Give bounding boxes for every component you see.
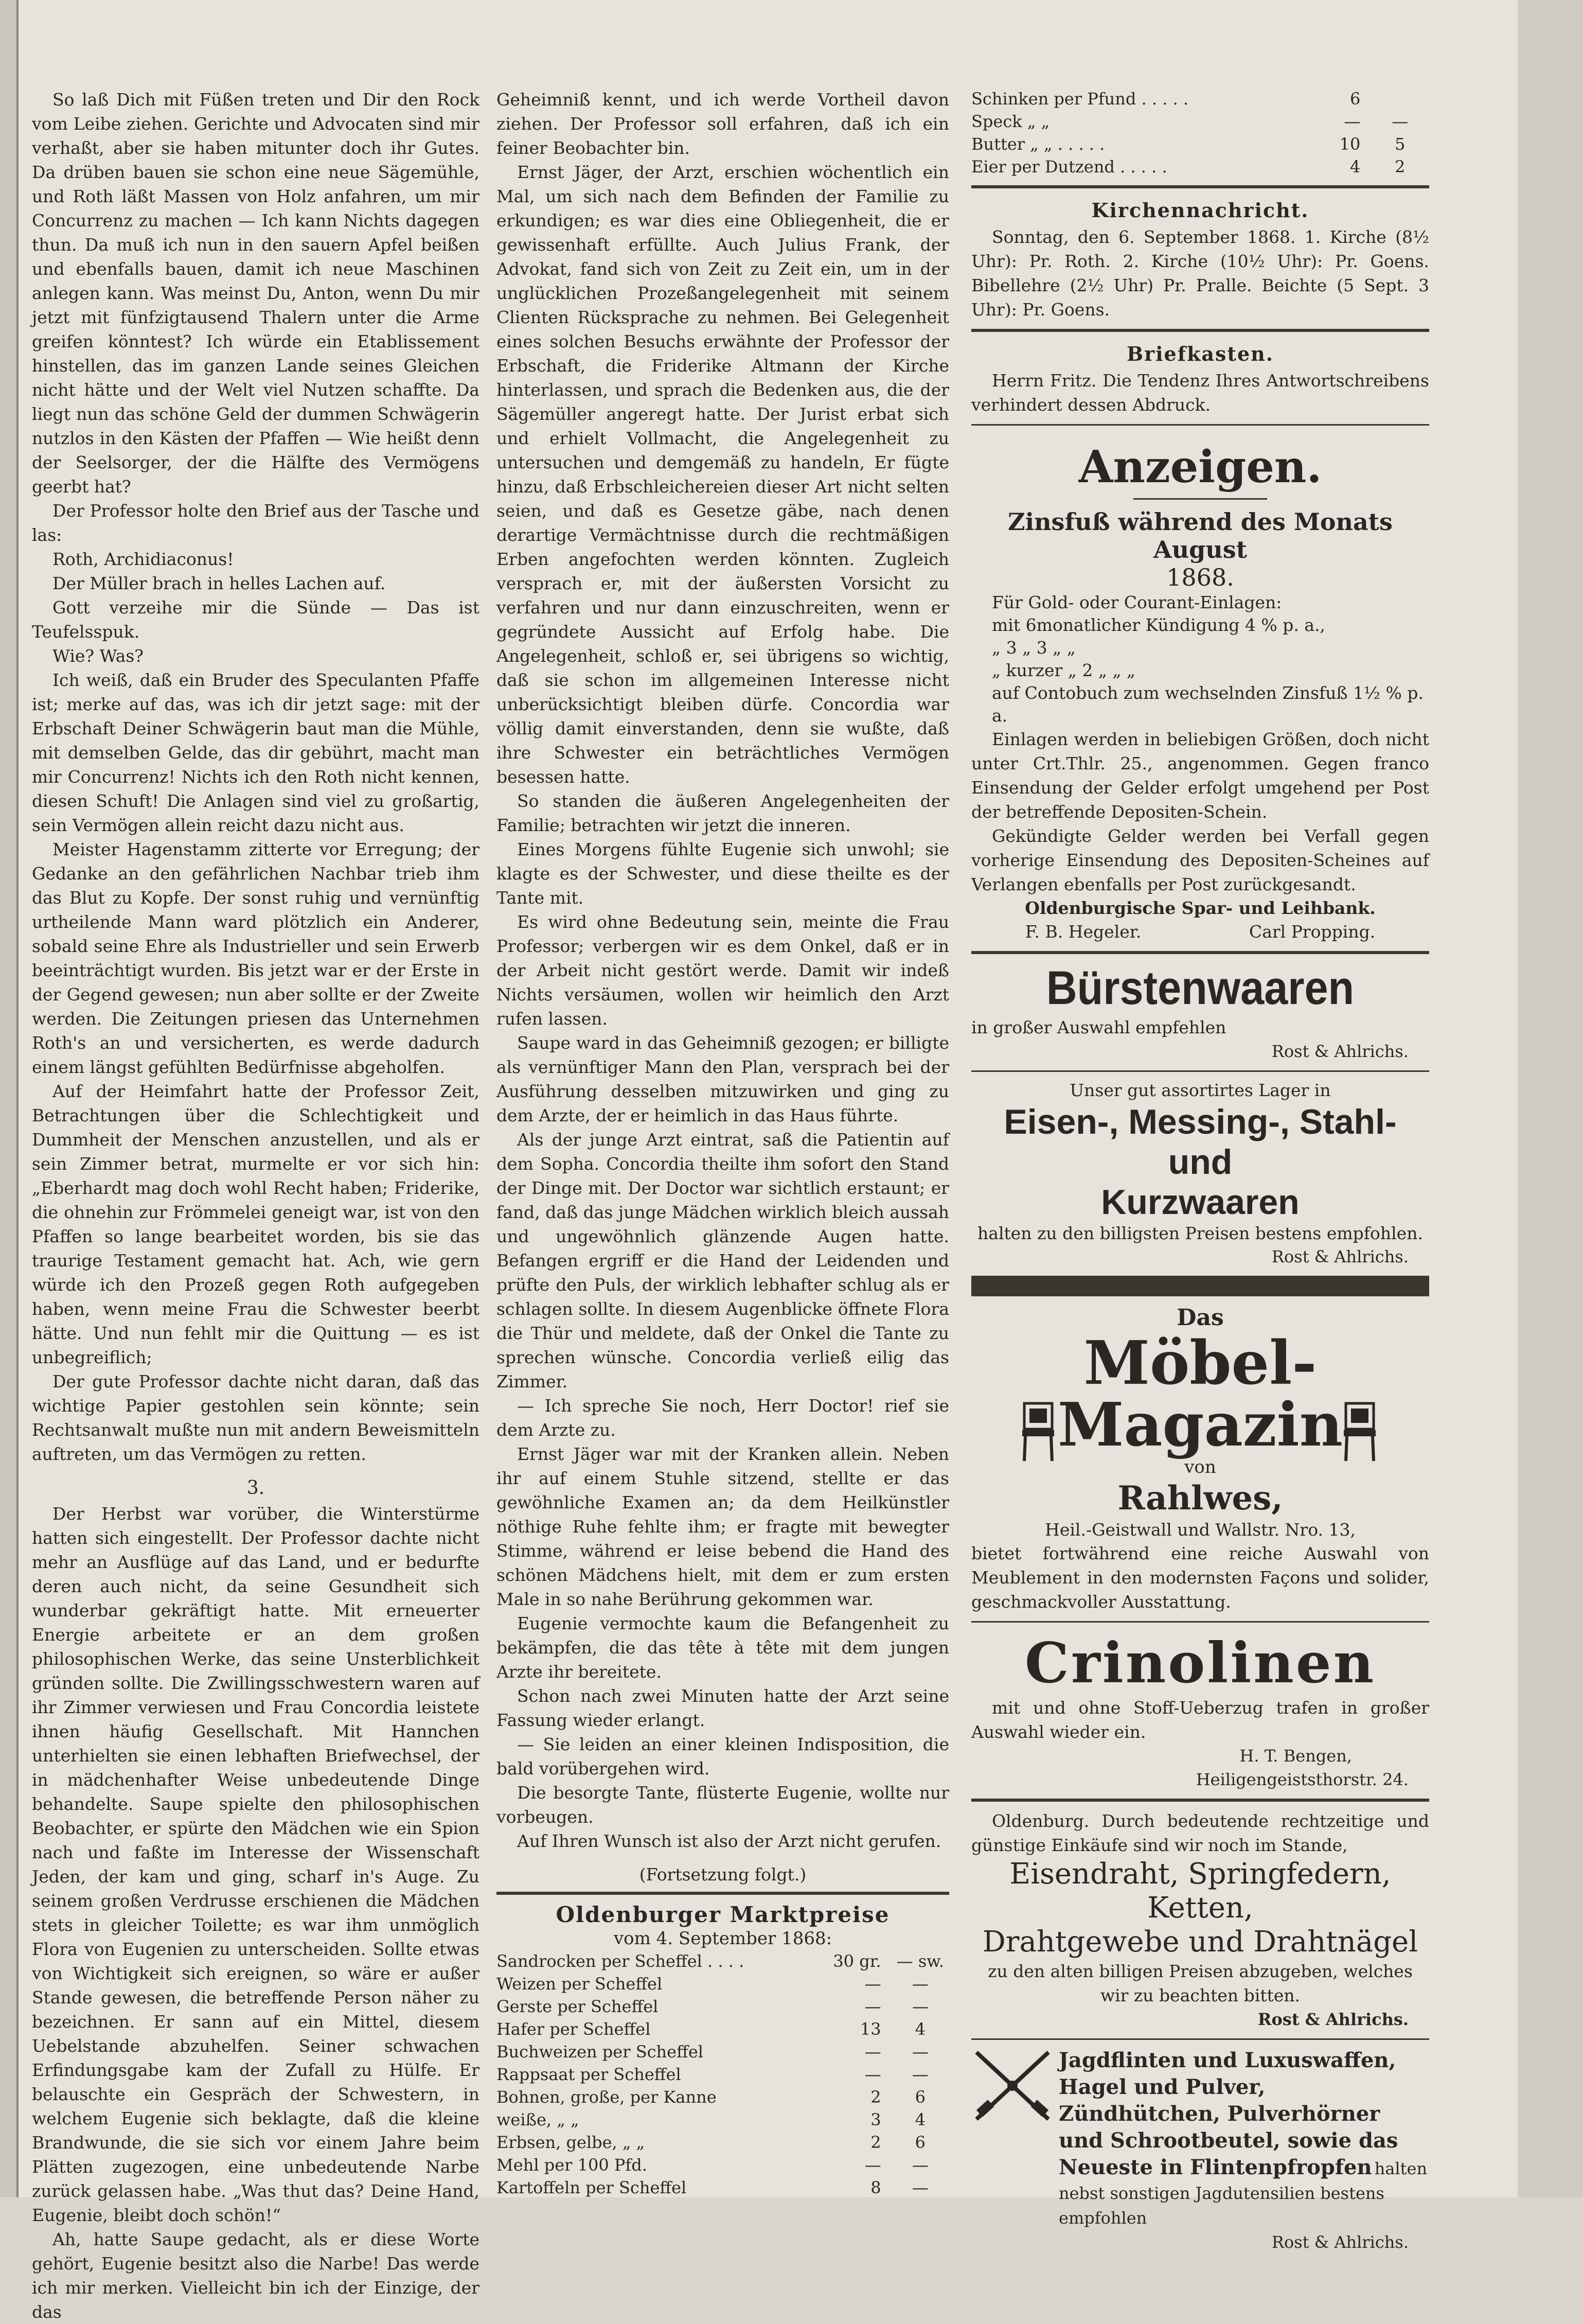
divider xyxy=(971,424,1429,426)
price-row xyxy=(496,2040,949,2063)
wire-ad-intro: Oldenburg. Durch bedeutende rechtzeitige und günstige Einkäufe sind wir noch im Stande, xyxy=(971,1811,1429,1855)
interest-rate-line: auf Contobuch zum wechselnden Zinsfuß 1½ % p. a. xyxy=(992,683,1424,726)
paragraph: Der Professor holte den Brief aus der Tasche und las: xyxy=(32,501,479,545)
price-row xyxy=(971,155,1429,178)
price-cell-v2: — xyxy=(912,1997,929,2016)
market-prices-title: Oldenburger Marktpreise xyxy=(556,1902,890,1927)
price-row xyxy=(496,2176,949,2199)
column-2 xyxy=(496,87,949,2199)
wire-ad-title: Eisendraht, Springfedern, Ketten, xyxy=(1009,1857,1391,1925)
bank-signature: Carl Propping. xyxy=(1249,922,1376,942)
price-cell-name: Erbsen, gelbe, „ „ xyxy=(496,2133,645,2152)
price-cell-v2: — xyxy=(1392,112,1409,131)
hardware-ad-signature: Rost & Ahlrichs. xyxy=(1271,1247,1409,1266)
paragraph: So standen die äußeren Angelegenheiten der Familie; betrachten wir jetzt die inneren. xyxy=(496,791,949,835)
furniture-ad-address: Heil.-Geistwall und Wallstr. Nro. 13, xyxy=(1045,1520,1356,1540)
bank-signatures xyxy=(971,920,1429,944)
price-cell-v2: 4 xyxy=(915,2110,926,2129)
price-row xyxy=(496,2063,949,2086)
price-cell-v1: — xyxy=(864,2042,881,2062)
price-cell-v1: 2 xyxy=(870,2133,881,2152)
price-cell-name: weiße, „ „ xyxy=(496,2110,579,2129)
hunting-ad-text: halten nebst sonstigen Jagdutensilien bestens empfohlen xyxy=(1059,2159,1428,2228)
hunting-ad-signature: Rost & Ahlrichs. xyxy=(1271,2232,1409,2252)
interest-rate-line: Für Gold- oder Courant-Einlagen: xyxy=(992,592,1282,612)
paragraph: Auf Ihren Wunsch ist also der Arzt nicht gerufen. xyxy=(517,1831,941,1851)
divider xyxy=(971,2038,1429,2040)
divider xyxy=(971,951,1429,954)
price-row xyxy=(496,2131,949,2154)
divider xyxy=(971,1621,1429,1623)
church-notice-title: Kirchennachricht. xyxy=(1091,199,1309,222)
interest-rate-text: Gekündigte Gelder werden bei Verfall gegen vorherige Einsendung des Depositen-Scheines auf Verlangen ebenfalls per Post zurückgesandt. xyxy=(971,826,1429,894)
price-cell-v2: — xyxy=(912,2178,929,2197)
price-cell-v2: 4 xyxy=(915,2019,926,2039)
price-cell-v1: 4 xyxy=(1350,157,1361,177)
price-cell-v1: 10 xyxy=(1339,134,1361,154)
paragraph: Roth, Archidiaconus! xyxy=(52,549,234,569)
continuation-note: (Fortsetzung folgt.) xyxy=(639,1864,807,1885)
paragraph: Auf der Heimfahrt hatte der Professor Zeit, Betrachtungen über die Schlechtigkeit und Dummheit der Menschen anzustellen, und als er sein Zimmer betrat, murmelte er vor sich hin: „Eberhardt mag doch wohl Recht haben; Friderike, die ohnehin zur Frömmelei geneigt war, ist von den Pfaffen so lange bearbeitet worden, bis sie das traurige Testament gemacht hat. Ach, wie gern würde ich den Prozeß gegen Roth aufgegeben haben, wenn meine Frau die Schwester beerbt hätte. Und nun fehlt mir die Quittung — es ist unbegreiflich; xyxy=(32,1081,479,1367)
page-margin xyxy=(1518,0,1583,2197)
price-cell-v1: — xyxy=(864,1997,881,2016)
price-row xyxy=(496,1950,949,1973)
paragraph: Schon nach zwei Minuten hatte der Arzt seine Fassung wieder erlangt. xyxy=(496,1686,949,1730)
paragraph: Der Müller brach in helles Lachen auf. xyxy=(52,573,386,593)
price-cell-name: Rappsaat per Scheffel xyxy=(496,2065,681,2084)
crinoline-ad-address: Heiligengeiststhorstr. 24. xyxy=(1196,1770,1409,1789)
price-row xyxy=(971,133,1429,155)
paragraph: — Ich spreche Sie noch, Herr Doctor! rief sie dem Arzte zu. xyxy=(496,1396,949,1440)
paragraph: Ernst Jäger, der Arzt, erschien wöchentlich ein Mal, um sich nach dem Befinden der Familie zu erkundigen; es war dies eine Obliegenheit, die er gewissenhaft erfüllte. Auch Julius Frank, der Advokat, fand sich von Zeit zu Zeit ein, um in der unglücklichen Prozeßangelegenheit mit seinem Clienten Rücksprache zu nehmen. Bei Gelegenheit eines solchen Besuchs erwähnte der Professor der Erbschaft, die Friderike Altmann der Kirche hinterlassen, und sprach die Bedenken aus, die der Sägemüller angeregt hatte. Der Jurist erbat sich und erhielt Vollmacht, die Angelegenheit zu untersuchen und demgemäß zu handeln, Er fügte hinzu, daß Erbschleichereien dieser Art nicht selten seien, und daß es Gesetze gäbe, nach denen derartige Vermächtnisse durch die rechtmäßigen Erben angefochten werden könnten. Zugleich versprach er, mit der äußersten Vorsicht zu verfahren und nur dann einzuschreiten, wenn er gegründete Aussicht auf Erfolg habe. Die Angelegenheit, schloß er, sei übrigens so wichtig, daß sie schon im allgemeinen Interesse nicht unberücksichtigt bleiben dürfe. Concordia war völlig damit einverstanden, denn sie wußte, daß ihre Schwester ein beträchtliches Vermögen besessen hatte. xyxy=(496,162,949,787)
price-row xyxy=(496,2154,949,2176)
furniture-ad-von: von xyxy=(1184,1457,1216,1477)
paragraph: Der Herbst war vorüber, die Winterstürme hatten sich eingestellt. Der Professor dachte nicht mehr an Ausflüge auf das Land, und er bedurfte deren auch nicht, da seine Gesundheit sich wunderbar gekräftigt hatte. Mit erneuerter Energie arbeitete er an dem großen philosophischen Werke, das seine Unsterblichkeit gründen sollte. Die Zwillingsschwestern waren auf ihr Zimmer verwiesen und Frau Concordia leistete ihnen häufig Gesellschaft. Mit Hannchen unterhielten sie einen lebhaften Briefwechsel, der in mädchenhafter Weise unbedeutende Dinge behandelte. Saupe spielte den philosophischen Beobachter, er spürte den Mädchen wie ein Spion nach und faßte im Interesse der Wissenschaft Jeden, der kam und ging, scharf in's Auge. Zu seinem großen Verdrusse erschienen die Mädchen stets in gleicher Toilette; es war ihm unmöglich Flora von Eugenien zu unterscheiden. Sollte etwas von Wichtigkeit sich ereignen, so wäre er außer Stande gewesen, die betreffende Person näher zu bezeichnen. Er sann auf ein Mittel, diesem Uebelstande abzuhelfen. Seiner schwachen Erfindungsgabe kam der Zufall zu Hülfe. Er belauschte ein Gespräch der Schwestern, in welchem Eugenie sich beklagte, daß die kleine Brandwunde, die sie sich vor einem Jahre beim Plätten zugezogen, eine unbedeutende Narbe zurück gelassen habe. „Was thut das? Deine Hand, Eugenie, bleibt doch schön!“ xyxy=(32,1504,479,2225)
paragraph: Ich weiß, daß ein Bruder des Speculanten Pfaffe ist; merke auf das, was ich dir jetzt sage: mit der Erbschaft Deiner Schwägerin baut man die Mühle, mit demselben Gelde, das dir gebührt, macht man mir Concurrenz! Nichts ich den Roth nicht kennen, diesen Schuft! Die Anlagen sind viel zu großartig, sein Vermögen allein reicht dazu nicht aus. xyxy=(32,670,479,835)
interest-rate-title: Zinsfuß während des Monats August xyxy=(1008,508,1393,564)
market-prices-table-continued xyxy=(971,87,1429,178)
interest-rate-text: Einlagen werden in beliebigen Größen, doch nicht unter Crt.Thlr. 25., angenommen. Gegen franco Einsendung der Gelder erfolgt umgehend per Post der betreffende Depositen-Schein. xyxy=(971,729,1429,822)
price-cell-v1: 3 xyxy=(870,2110,881,2129)
letterbox-title: Briefkasten. xyxy=(1126,342,1274,365)
ornamental-bar xyxy=(971,1276,1429,1296)
letterbox-text: Herrn Fritz. Die Tendenz Ihres Antwortschreibens verhindert dessen Abdruck. xyxy=(971,371,1429,415)
price-cell-name: Bohnen, große, per Kanne xyxy=(496,2087,717,2107)
price-cell-v2: 2 xyxy=(1395,157,1406,177)
divider xyxy=(1133,498,1267,500)
chair-icon xyxy=(1020,1401,1056,1463)
price-cell-v2: — xyxy=(912,2042,929,2062)
interest-rate-line: mit 6monatlicher Kündigung 4 % p. a., xyxy=(992,615,1326,635)
interest-rate-list xyxy=(971,591,1429,727)
price-row xyxy=(496,2018,949,2040)
paragraph: Die besorgte Tante, flüsterte Eugenie, wollte nur vorbeugen. xyxy=(496,1783,949,1827)
price-cell-name: Speck „ „ xyxy=(971,112,1050,131)
paragraph: Meister Hagenstamm zitterte vor Erregung; der Gedanke an den gefährlichen Nachbar trieb ihm das Blut zu Kopfe. Der sonst ruhig und vernünftig urtheilende Mann ward plötzlich ein Anderer, sobald seine Ehre als Industrieller und sein Erwerb beeinträchtigt wurden. Bis jetzt war er der Erste in der Gegend gewesen; nun aber sollte er der Zweite werden. Die Zeitungen priesen das Unternehmen Roth's an und versicherten, es werde dadurch einem längst gefühlten Bedürfnisse abgeholfen. xyxy=(32,839,479,1077)
price-cell-v2: 5 xyxy=(1395,134,1406,154)
hardware-ad-text: halten zu den billigsten Preisen bestens empfohlen. xyxy=(977,1223,1423,1243)
price-cell-v1: 8 xyxy=(870,2178,881,2197)
brushes-ad-signature: Rost & Ahlrichs. xyxy=(1271,1042,1409,1061)
price-cell-name: Gerste per Scheffel xyxy=(496,1997,659,2016)
interest-rate-year: 1868. xyxy=(1166,564,1234,591)
paragraph: Gott verzeihe mir die Sünde — Das ist Teufelsspuk. xyxy=(32,597,479,642)
price-cell-v1: — xyxy=(1344,112,1361,131)
furniture-ad xyxy=(971,1304,1429,1614)
paragraph: Es wird ohne Bedeutung sein, meinte die Frau Professor; verbergen wir es dem Onkel, daß er in der Arbeit nicht gestört werde. Damit wir indeß Nichts versäumen, wollen wir heimlich den Arzt rufen lassen. xyxy=(496,912,949,1029)
price-row xyxy=(496,2086,949,2108)
price-cell-name: Kartoffeln per Scheffel xyxy=(496,2178,687,2197)
price-cell-v2: — sw. xyxy=(896,1951,944,1971)
price-cell-v2: 6 xyxy=(915,2087,926,2107)
hunting-ad xyxy=(971,2047,1429,2230)
price-row xyxy=(496,2108,949,2131)
price-cell-v1: — xyxy=(864,2155,881,2175)
furniture-ad-text: bietet fortwährend eine reiche Auswahl von Meublement in den modernsten Façons und solider, geschmackvoller Ausstattung. xyxy=(971,1543,1429,1612)
market-prices-date: vom 4. September 1868: xyxy=(613,1928,832,1949)
wire-ad-title: Drahtgewebe und Drahtnägel xyxy=(982,1925,1418,1959)
paragraph: Saupe ward in das Geheimniß gezogen; er billigte als vernünftiger Mann den Plan, versprach bei der Ausführung desselben mitzuwirken und ging zu dem Arzte, der er heimlich in das Haus führte. xyxy=(496,1033,949,1125)
paragraph: Der gute Professor dachte nicht daran, daß das wichtige Papier gestohlen sein könnte; sein Rechtsanwalt mußte nun mit andern Beweismitteln auftreten, um das Vermögen zu retten. xyxy=(32,1371,479,1464)
hardware-ad-intro: Unser gut assortirtes Lager in xyxy=(1070,1080,1331,1100)
price-cell-v2: 6 xyxy=(915,2133,926,2152)
paragraph: Eines Morgens fühlte Eugenie sich unwohl; sie klagte es der Schwester, und diese theilte es der Tante mit. xyxy=(496,839,949,908)
interest-rate-line: „ kurzer „ 2 „ „ „ xyxy=(992,660,1136,680)
paragraph: Wie? Was? xyxy=(52,646,144,666)
price-cell-v1: — xyxy=(864,2065,881,2084)
crinoline-ad-title: Crinolinen xyxy=(1024,1631,1376,1696)
furniture-ad-name: Rahlwes, xyxy=(1117,1479,1283,1518)
chair-icon xyxy=(1342,1401,1378,1463)
interest-rate-line: „ 3 „ 3 „ „ xyxy=(992,638,1076,658)
wire-ad-signature: Rost & Ahlrichs. xyxy=(1257,2010,1409,2029)
price-cell-name: Eier per Dutzend . . . . . xyxy=(971,157,1167,177)
brushes-ad-text: in großer Auswahl empfehlen xyxy=(971,1017,1226,1037)
bank-signature: F. B. Hegeler. xyxy=(1025,922,1142,942)
advertisements-title: Anzeigen. xyxy=(1078,441,1322,493)
church-notice-text: Sonntag, den 6. September 1868. 1. Kirche (8½ Uhr): Pr. Roth. 2. Kirche (10½ Uhr): Pr. Goens. Bibellehre (2½ Uhr) Pr. Pralle. Beichte (5 Sept. 3 Uhr): Pr. Goens. xyxy=(971,227,1429,320)
price-cell-v2 xyxy=(1371,87,1429,110)
divider xyxy=(496,1892,949,1895)
wire-ad-text: zu den alten billigen Preisen abzugeben, welches wir zu beachten bitten. xyxy=(988,1961,1413,2005)
bank-name: Oldenburgische Spar- und Leihbank. xyxy=(1025,898,1376,918)
price-cell-name: Mehl per 100 Pfd. xyxy=(496,2155,647,2175)
market-prices-table xyxy=(496,1950,949,2199)
paragraph: Ah, hatte Saupe gedacht, als er diese Worte gehört, Eugenie besitzt also die Narbe! Das werde ich mir merken. Vielleicht bin ich der Einzige, der das xyxy=(32,2229,479,2322)
paragraph: Ernst Jäger war mit der Kranken allein. Neben ihr auf einem Stuhle sitzend, stellte er das gewöhnliche Examen an; da dem Heilkünstler nöthige Ruhe fehlte ihm; er fragte mit bewegter Stimme, während er leise bebend die Hand des schönen Mädchens hielt, mit dem er zum ersten Male in so nahe Berührung gekommen war. xyxy=(496,1444,949,1609)
hunting-ad-title: Jagdflinten und Luxuswaffen, Hagel und Pulver, Zündhütchen, Pulverhörner und Schrootbeutel, sowie das Neueste in Flintenpfropfen xyxy=(1059,2048,1398,2179)
hardware-ad-title: Kurzwaaren xyxy=(1101,1183,1300,1222)
paragraph: So laß Dich mit Füßen treten und Dir den Rock vom Leibe ziehen. Gerichte und Advocaten sind mir verhaßt, aber sie haben mitunter doch ihr Gutes. Da drüben bauen sie schon eine neue Sägemühle, und Roth läßt Massen von Holz anfahren, um mir Concurrenz zu machen — Ich kann Nichts dagegen thun. Da muß ich nun in den sauern Apfel beißen und ebenfalls bauen, damit ich neue Maschinen anlegen kann. Was meinst Du, Anton, wenn Du mir jetzt mit fünfzigtausend Thalern unter die Arme greifen könntest? Ich würde ein Etablissement hinstellen, das im ganzen Lande seines Gleichen nicht hätte und der Welt viel Nutzen schaffte. Da liegt nun das schöne Geld der dummen Schwägerin nutzlos in den Kästen der Pfaffen — Wie heißt denn der Seelsorger, der die Hälfte des Vermögens geerbt hat? xyxy=(32,90,479,497)
divider xyxy=(971,1070,1429,1072)
section-number: 3. xyxy=(246,1477,265,1499)
price-cell-v2: — xyxy=(912,2065,929,2084)
paragraph: Als der junge Arzt eintrat, saß die Patientin auf dem Sopha. Concordia theilte ihm sofort den Stand der Dinge mit. Der Doctor war sichtlich erstaunt; er fand, daß das junge Mädchen wirklich bleich aussah und ungewöhnlich glänzende Augen hatte. Befangen ergriff er die Hand der Leidenden und prüfte den Puls, der wirklich lebhafter schlug als er schlagen sollte. In diesem Augenblicke öffnete Flora die Thür und meldete, daß der Onkel die Tante zu sprechen wünsche. Concordia verließ eilig das Zimmer. xyxy=(496,1130,949,1392)
furniture-ad-article: Das xyxy=(1177,1305,1224,1331)
price-row xyxy=(971,110,1429,133)
divider xyxy=(971,329,1429,332)
paragraph: Geheimniß kennt, und ich werde Vortheil davon ziehen. Der Professor soll erfahren, daß ich ein feiner Beobachter bin. xyxy=(496,90,949,158)
price-cell-v1: 6 xyxy=(1350,89,1361,109)
price-cell-name: Hafer per Scheffel xyxy=(496,2019,651,2039)
price-cell-name: Schinken per Pfund . . . . . xyxy=(971,89,1189,109)
price-cell-name: Butter „ „ . . . . . xyxy=(971,134,1105,154)
crinoline-ad-signature: H. T. Bengen, xyxy=(1239,1746,1352,1766)
price-cell-v1: — xyxy=(864,1974,881,1994)
price-row xyxy=(496,1995,949,2018)
price-cell-name: Sandrocken per Scheffel . . . . xyxy=(496,1951,744,1971)
brushes-ad-title: Bürstenwaaren xyxy=(1046,962,1355,1014)
crinoline-ad-text: mit und ohne Stoff-Ueberzug trafen in großer Auswahl wieder ein. xyxy=(971,1698,1429,1742)
column-1 xyxy=(32,87,479,2324)
price-cell-v1: 30 gr. xyxy=(833,1951,881,1971)
price-cell-name: Weizen per Scheffel xyxy=(496,1974,663,1994)
divider xyxy=(971,185,1429,188)
divider xyxy=(971,1799,1429,1802)
paragraph: — Sie leiden an einer kleinen Indisposition, die bald vorübergehen wird. xyxy=(496,1734,949,1779)
hunting-ad-body xyxy=(1059,2047,1429,2230)
crossed-guns-icon xyxy=(971,2047,1054,2124)
price-cell-v1: 13 xyxy=(860,2019,881,2039)
paragraph: Eugenie vermochte kaum die Befangenheit zu bekämpfen, die das tête à tête mit dem jungen Arzte ihr bereitete. xyxy=(496,1613,949,1682)
price-cell-v2: — xyxy=(912,2155,929,2175)
price-cell-v2: — xyxy=(912,1974,929,1994)
previous-page-edge xyxy=(0,0,19,2197)
hardware-ad-title: Eisen-, Messing-, Stahl- und xyxy=(1004,1102,1397,1182)
price-cell-v1: 2 xyxy=(870,2087,881,2107)
furniture-ad-title: Möbel-Magazin xyxy=(1057,1328,1343,1460)
price-row xyxy=(971,87,1429,110)
price-cell-name: Buchweizen per Scheffel xyxy=(496,2042,703,2062)
column-3 xyxy=(971,87,1429,2254)
price-row xyxy=(496,1973,949,1995)
